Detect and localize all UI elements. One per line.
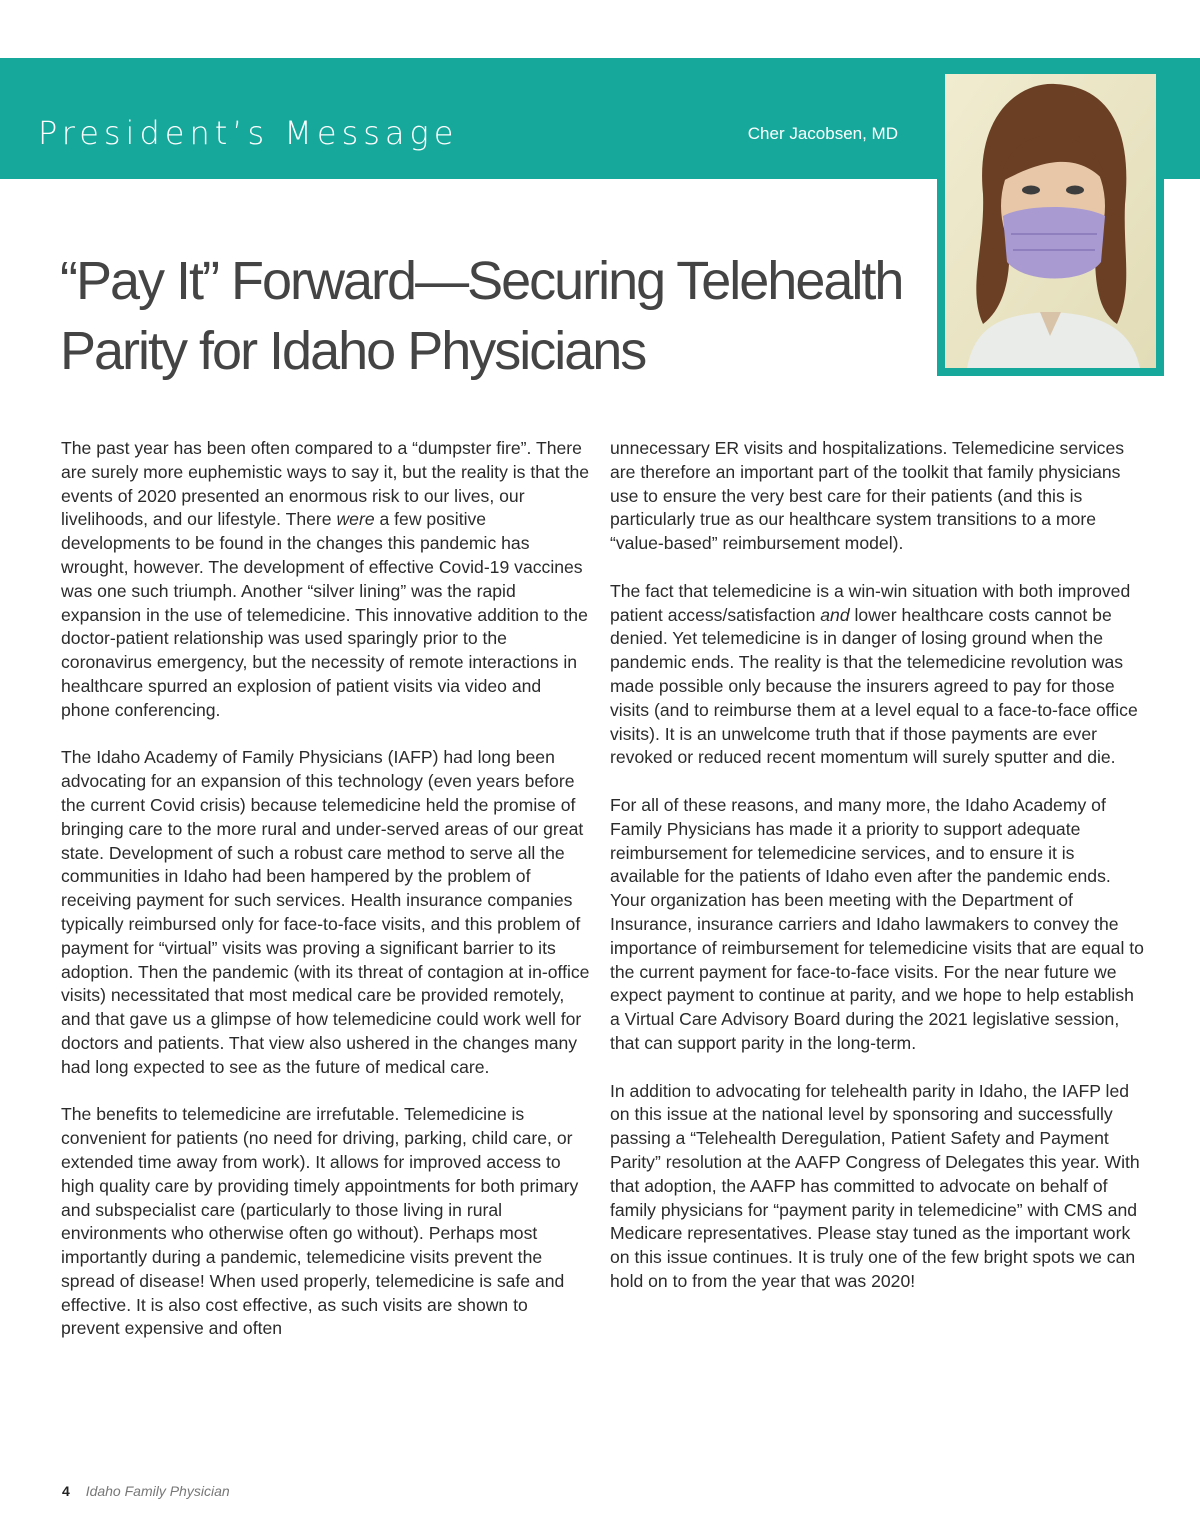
section-title: President’s Message: [38, 114, 459, 152]
author-photo: [937, 66, 1164, 376]
headline-line-1: “Pay It” Forward—Securing Telehealth: [60, 251, 903, 311]
author-name: Cher Jacobsen, MD: [747, 124, 898, 143]
article-column-left: [61, 437, 591, 1365]
paragraph-text: a few positive developments to be found in the changes this pandemic has wrought, however. The development of effective Covid-19 vaccines was one such triumph. Another “silver lining” was the rapid expansion in the use of telemedicine. This innovative addition to the doctor-patient relationship was used sparingly prior to the coronavirus emergency, but the necessity of remote interactions in healthcare spurred an explosion of patient visits via video and phone conferencing.: [61, 509, 588, 720]
publication-name: Idaho Family Physician: [85, 1483, 230, 1499]
paragraph: For all of these reasons, and many more, the Idaho Academy of Family Physicians has made it a priority to support adequate reimbursement for telemedicine services, and to ensure it is available for the patients of Idaho even after the pandemic ends. Your organization has been meeting with the Department of Insurance, insurance carriers and Idaho lawmakers to convey the importance of reimbursement for telemedicine visits that are equal to the current payment for face-to-face visits. For the near future we expect payment to continue at parity, and we hope to help establish a Virtual Care Advisory Board during the 2021 legislative session, that can support parity in the long-term.: [610, 794, 1144, 1053]
paragraph: unnecessary ER visits and hospitalizations. Telemedicine services are therefore an important part of the toolkit that family physicians use to ensure the very best care for their patients (and this is particularly true as our healthcare system transitions to a more “value-based” reimbursement model).: [610, 438, 1125, 554]
emphasis-text: were: [336, 509, 375, 530]
headline-line-2: Parity for Idaho Physicians: [60, 321, 646, 381]
article-column-right: [610, 437, 1145, 1317]
article-headline: [60, 246, 960, 386]
paragraph-text: The past year has been often compared to a “dumpster fire”. There are surely more euphemistic ways to say it, but the reality is that the events of 2020 presented an enormous risk to our lives, our livelihoods, and our lifestyle. There: [61, 438, 590, 530]
paragraph: [61, 437, 591, 723]
paragraph: In addition to advocating for telehealth parity in Idaho, the IAFP led on this issue at the national level by sponsoring and successfully passing a “Telehealth Deregulation, Patient Safety and Payment Parity” resolution at the AAFP Congress of Delegates this year. With that adoption, the AAFP has committed to advocate on behalf of family physicians for “payment parity in telemedicine” with CMS and Medicare representatives. Please stay tuned as the important work on this issue continues. It is truly one of the few bright spots we can hold on to from the year that was 2020!: [610, 1080, 1140, 1291]
emphasis-text: and: [820, 604, 850, 625]
portrait-illustration: [945, 74, 1156, 368]
paragraph: The benefits to telemedicine are irrefutable. Telemedicine is convenient for patients (no need for driving, parking, child care, or extended time away from work). It allows for improved access to high quality care by providing timely appointments for both primary and subspecialist care (particularly to those living in rural environments who otherwise often go without). Perhaps most importantly during a pandemic, telemedicine visits prevent the spread of disease! When used properly, telemedicine is safe and effective. It is also cost effective, as such visits are shown to prevent expensive and often: [61, 1104, 579, 1339]
paragraph: [610, 580, 1145, 770]
paragraph: The Idaho Academy of Family Physicians (IAFP) had long been advocating for an expansion of this technology (even years before the current Covid crisis) because telemedicine held the promise of bringing care to the more rural and under-served areas of our great state. Development of such a robust care method to serve all the communities in Idaho had been hampered by the problem of receiving payment for such services. Health insurance companies typically reimbursed only for face-to-face visits, and this problem of payment for “virtual” visits was proving a significant barrier to its adoption. Then the pandemic (with its threat of contagion at in-office visits) necessitated that most medical care be provided remotely, and that gave us a glimpse of how telemedicine could work well for doctors and patients. That view also ushered in the changes many had long expected to see as the future of medical care.: [61, 747, 590, 1077]
paragraph-text: lower healthcare costs cannot be denied. Yet telemedicine is in danger of losing ground when the pandemic ends. The reality is that the telemedicine revolution was made possible only because the insurers agreed to pay for those visits (and to reimburse them at a level equal to a face-to-face office visits). It is an unwelcome truth that if those payments are ever revoked or reduced recent momentum will surely sputter and die.: [610, 604, 1138, 768]
paragraph-text: The fact that telemedicine is a win-win situation with both improved patient access/satisfaction: [610, 580, 1131, 625]
page-number: 4: [62, 1483, 70, 1499]
page-footer: [62, 1481, 230, 1501]
